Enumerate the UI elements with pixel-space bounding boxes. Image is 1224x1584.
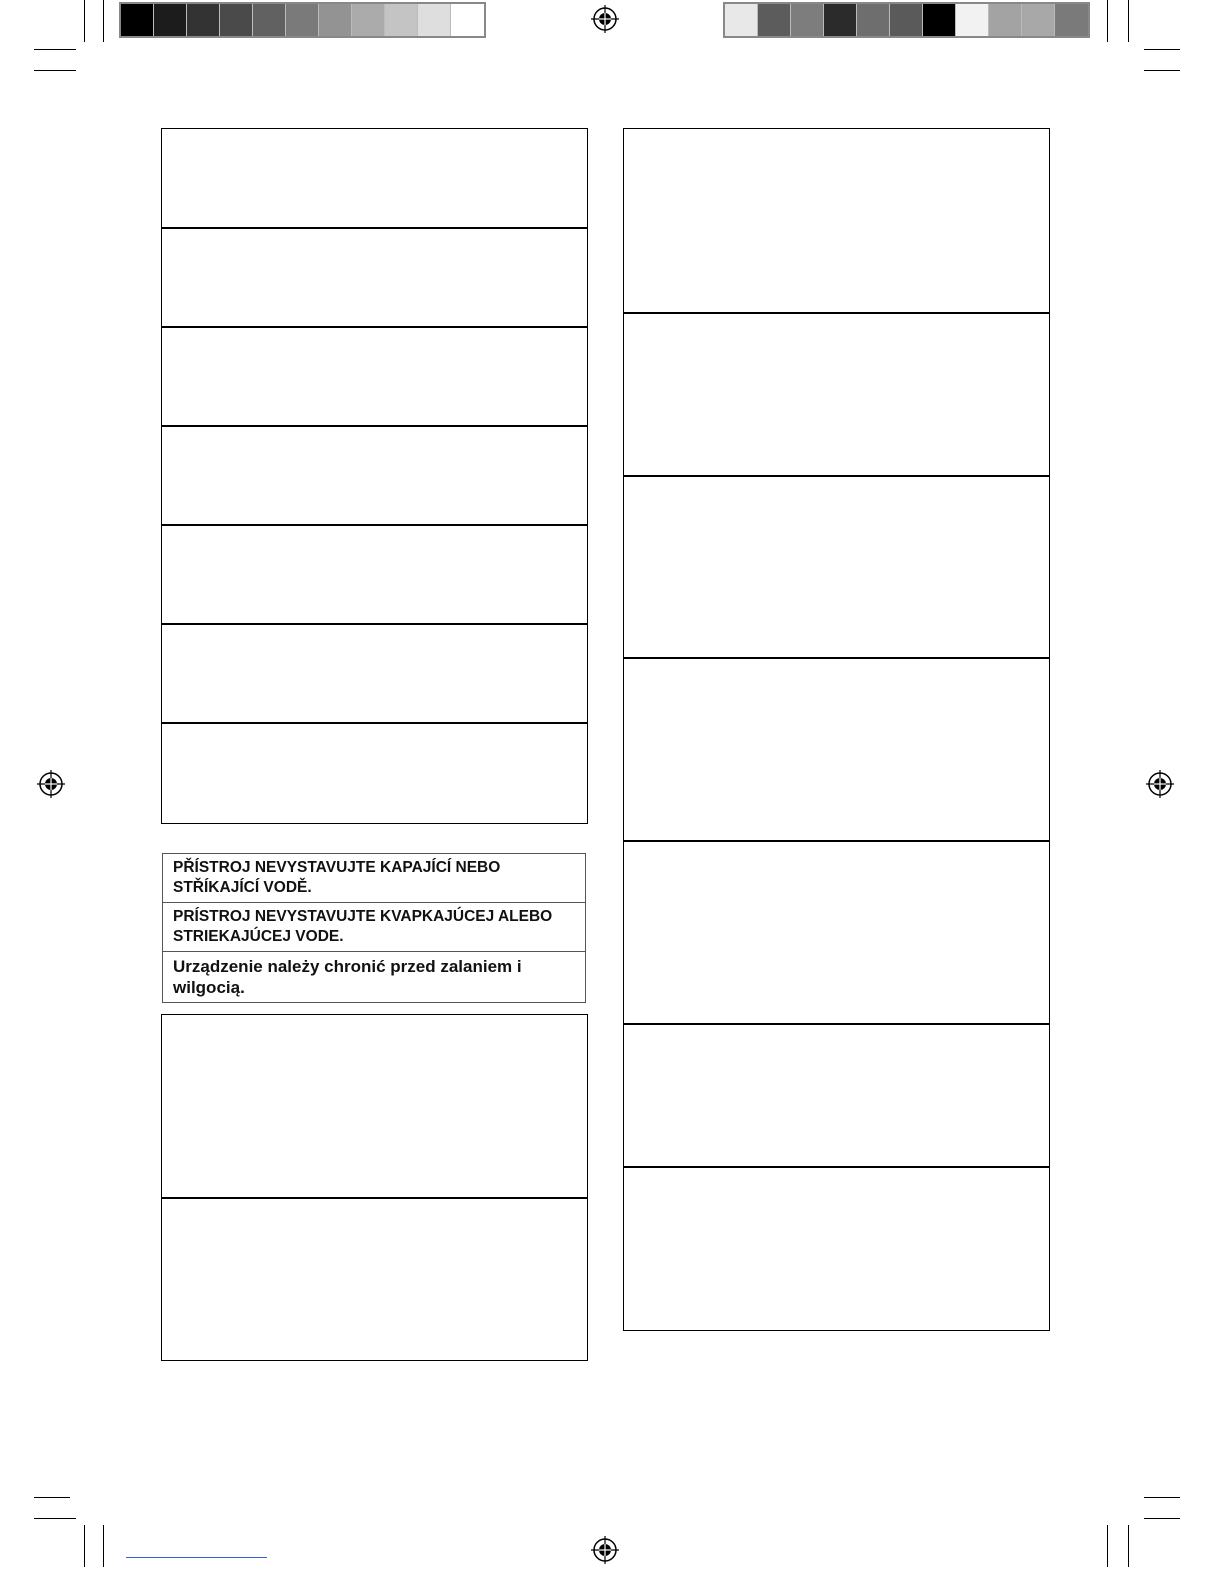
color-swatch: [1022, 4, 1055, 36]
color-swatch: [418, 4, 451, 36]
empty-box: [161, 1014, 588, 1199]
warning-text: STŘÍKAJÍCÍ VODĚ.: [173, 879, 312, 896]
empty-box: [161, 227, 588, 328]
warning-text: PRÍSTROJ NEVYSTAVUJTE KVAPKAJÚCEJ ALEBO: [173, 908, 553, 925]
color-swatch: [923, 4, 956, 36]
registration-mark-icon: [591, 1536, 619, 1564]
crop-mark: [1107, 0, 1108, 42]
warning-text: STRIEKAJÚCEJ VODE.: [173, 928, 344, 945]
crop-mark: [103, 0, 104, 42]
color-swatch: [890, 4, 923, 36]
crop-mark: [1128, 1525, 1129, 1567]
color-swatch: [791, 4, 824, 36]
empty-box: [161, 722, 588, 824]
footer-rule: [126, 1557, 267, 1558]
color-calibration-bar-right: [723, 2, 1090, 38]
left-box-stack-top: [161, 128, 588, 824]
crop-mark: [1128, 0, 1129, 42]
crop-mark: [34, 49, 76, 50]
empty-box: [623, 1023, 1050, 1168]
color-swatch: [857, 4, 890, 36]
registration-mark-icon: [37, 770, 65, 798]
empty-box: [623, 840, 1050, 1025]
left-box-stack-bottom: [161, 1014, 588, 1361]
empty-box: [623, 128, 1050, 314]
color-swatch: [758, 4, 791, 36]
color-swatch: [220, 4, 253, 36]
right-box-stack: [623, 128, 1050, 1331]
empty-box: [161, 425, 588, 526]
empty-box: [161, 524, 588, 625]
color-swatch: [253, 4, 286, 36]
crop-mark: [34, 70, 76, 71]
empty-box: [623, 657, 1050, 842]
color-swatch: [824, 4, 857, 36]
registration-mark-icon: [591, 5, 619, 33]
water-warning-box: [162, 853, 586, 1003]
crop-mark: [1144, 49, 1180, 50]
empty-box: [161, 128, 588, 229]
color-swatch: [956, 4, 989, 36]
color-swatch: [319, 4, 352, 36]
warning-cz: [163, 854, 585, 903]
crop-mark: [1107, 1525, 1108, 1567]
crop-mark: [1144, 1497, 1180, 1498]
crop-mark: [34, 1518, 76, 1519]
empty-box: [161, 326, 588, 427]
color-swatch: [121, 4, 154, 36]
color-swatch: [989, 4, 1022, 36]
color-calibration-bar-left: [119, 2, 486, 38]
warning-text: Urządzenie należy chronić przed zalaniem i: [173, 957, 522, 976]
color-swatch: [725, 4, 758, 36]
empty-box: [623, 1166, 1050, 1331]
empty-box: [623, 312, 1050, 477]
color-swatch: [187, 4, 220, 36]
color-swatch: [154, 4, 187, 36]
color-swatch: [352, 4, 385, 36]
warning-pl: [163, 952, 585, 1002]
empty-box: [161, 1197, 588, 1361]
warning-text: wilgocią.: [173, 978, 245, 997]
color-swatch: [286, 4, 319, 36]
crop-mark: [84, 0, 85, 42]
registration-mark-icon: [1146, 770, 1174, 798]
crop-mark: [1144, 70, 1180, 71]
crop-mark: [103, 1525, 104, 1567]
crop-mark: [1144, 1518, 1180, 1519]
empty-box: [161, 623, 588, 724]
warning-text: PŘÍSTROJ NEVYSTAVUJTE KAPAJÍCÍ NEBO: [173, 859, 501, 876]
color-swatch: [451, 4, 484, 36]
crop-mark: [34, 1497, 70, 1498]
warning-sk: [163, 903, 585, 952]
empty-box: [623, 475, 1050, 659]
color-swatch: [385, 4, 418, 36]
color-swatch: [1055, 4, 1088, 36]
crop-mark: [84, 1525, 85, 1567]
